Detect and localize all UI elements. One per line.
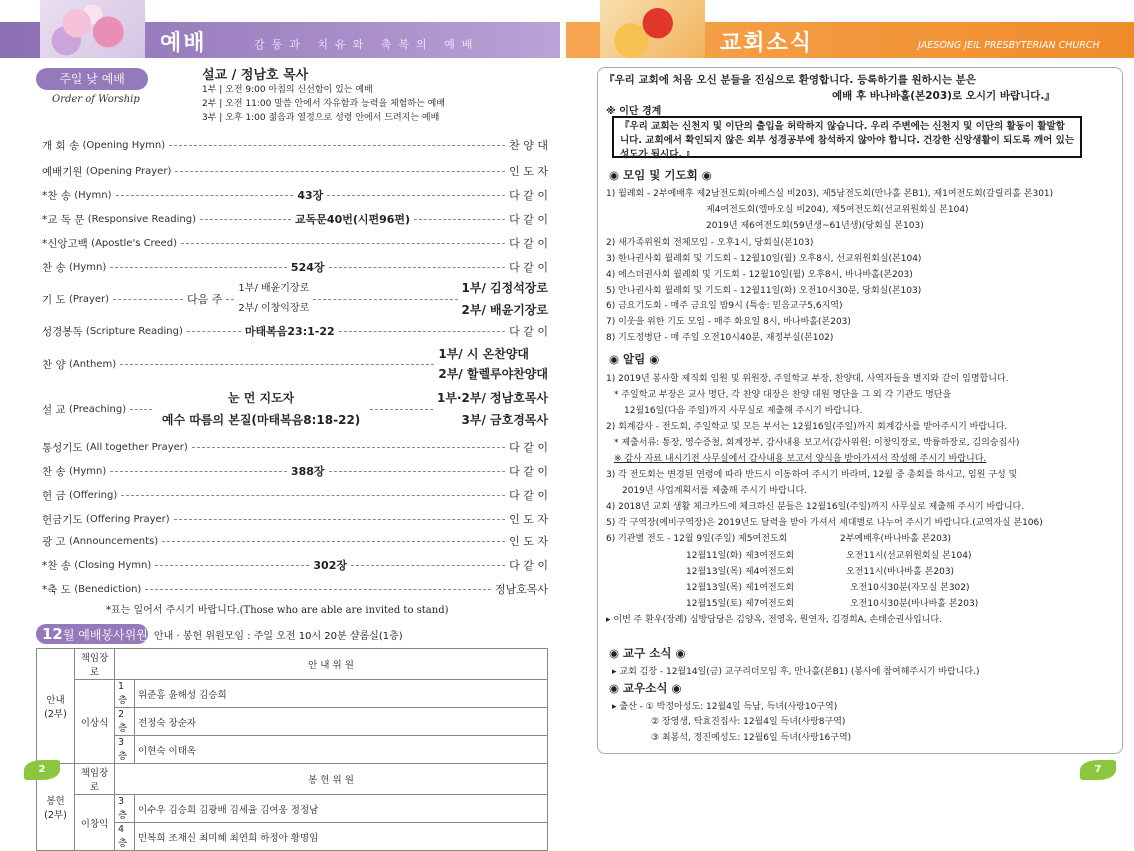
worship-item-anthem: 찬 양 (Anthem) 1부/ 시 온찬양대 2부/ 할렐루야찬양대 — [42, 347, 548, 381]
worship-item: *교 독 문 (Responsive Reading) 교독문40번(시편96편) 다 같 이 — [42, 213, 548, 226]
worship-item: 헌 금 (Offering) 다 같 이 — [42, 489, 548, 502]
news-line: 4) 에스더권사회 월례회 및 기도회 - 12월10일(월) 오후8시, 바나바홀(본203) — [606, 270, 913, 280]
sermon-speaker: 설교 / 정남호 목사 — [202, 68, 309, 83]
news-line: 12월13일(목) 제4여전도회 — [686, 567, 795, 577]
birth-3: ③ 최봉석, 정진예성도: 12월6일 득녀(사랑16구역) — [651, 733, 852, 743]
news-line: 1) 2019년 봉사할 제직회 임원 및 위원장, 주일학교 부장, 찬양대, 사역자들을 별지와 같이 임명합니다. — [606, 374, 1009, 384]
page-title: 예배 — [160, 31, 207, 56]
service-3: 3부 | 오후 1:00 젊음과 열정으로 성령 안에서 드려지는 예배 — [202, 113, 440, 123]
welcome-line-1: 『우리 교회에 처음 오신 분들을 진심으로 환영합니다. 등록하기를 원하시는 분은 — [604, 74, 976, 86]
stand-note: *표는 일어서 주시기 바랍니다.(Those who are able are invited to stand) — [106, 605, 449, 616]
news-line: 3) 한나권사회 월례회 및 기도회 - 12월10일(월) 오후8시, 선교위원회실(본104) — [606, 254, 922, 264]
worship-item: 개 회 송 (Opening Hymn) 찬 양 대 — [42, 139, 548, 152]
gift-image — [600, 0, 705, 58]
birth-1: ▸ 출산 - ① 박정아성도: 12월4일 득남, 득녀(사랑10구역) — [612, 702, 838, 712]
news-line: 3) 각 전도회는 변경된 연령에 따라 반드시 이동하여 주시기 바라며, 12월 중 총회를 하시고, 임원 구성 및 — [606, 470, 1018, 480]
news-line: 5) 각 구역장(예비구역장)은 2019년도 달력을 받아 가셔서 세대별로 나누어 주시기 바랍니다.(교역자실 본106) — [606, 518, 1043, 528]
worship-item-prayer: 기 도 (Prayer) 다음 주 1부/ 배윤기장로 2부/ 이창익장로 1부/ 김정석장로 2부/ 배윤기장로 — [42, 281, 548, 317]
news-line: 6) 금요기도회 - 매주 금요일 밤9시 (특송: 믿음교구5,6지역) — [606, 301, 843, 311]
news-line: 오전10시30분(바나바홀 본203) — [850, 599, 979, 609]
news-line: 5) 안나권사회 월례회 및 기도회 - 12월11일(화) 오전10시30분, 당회실(본103) — [606, 286, 922, 296]
news-line: 6) 기관별 전도 - 12월 9일(주일) 제5여전도회 — [606, 534, 788, 544]
news-line: 1) 월례회 - 2부예배후 제2남전도회(아베스실 비203), 제5남전도회(만나홀 본B1), 제1여전도회(갈릴리홀 본301) — [606, 189, 1054, 199]
news-title: 교회소식 — [720, 31, 814, 56]
worship-item: 찬 송 (Hymn) 388장 다 같 이 — [42, 465, 549, 478]
news-line: 12월11일(화) 제3여전도회 — [686, 551, 795, 561]
news-line: 오전11시(바나바홀 본203) — [846, 567, 955, 577]
welcome-line-2: 예배 후 바나바홀(본203)로 오시기 바랍니다.』 — [832, 90, 1055, 102]
december-committee-badge: 12월 예배봉사위원 — [36, 624, 148, 644]
birth-2: ② 장영생, 탁효진집사: 12월4일 득녀(사랑8구역) — [651, 717, 846, 727]
page-number-right: 7 — [1080, 760, 1116, 780]
news-line: 8) 기도정병단 - 매 주일 오전10시40분, 재정부실(본102) — [606, 333, 834, 343]
section-meetings: ◉ 모임 및 기도회 ◉ — [609, 168, 712, 182]
committee-meeting-info: 안내 · 봉헌 위원모임 : 주일 오전 10시 20분 샬롬실(1층) — [154, 631, 403, 642]
news-line: 오전11시(선교위원회실 본104) — [846, 551, 972, 561]
worship-item: 찬 송 (Hymn) 524장 다 같 이 — [42, 261, 549, 274]
heresy-warning-box: 『우리 교회는 신천지 및 이단의 출입을 허락하지 않습니다. 우리 주변에는 신천지 및 이단의 활동이 활발합니다. 교회에서 확인되지 않은 외부 성경공부에 참석하지 않아야 합니다. 건강한 신앙생활이 되도록 깨어 있는 성도가 됩시다. 』 — [612, 116, 1082, 158]
news-line: 12월15일(토) 제7여전도회 — [686, 599, 795, 609]
news-line: 2) 새가족위원회 전체모임 - 오후1시, 당회실(본103) — [606, 238, 814, 248]
news-line: * 제출서류: 통장, 영수증철, 회계장부, 감사내용 보고서(감사위원: 이창익장로, 박륭하장로, 김의숭집사) — [614, 438, 1020, 448]
worship-item: 예배기원 (Opening Prayer) 인 도 자 — [42, 165, 548, 178]
order-of-worship: Order of Worship — [52, 94, 140, 105]
news-line: 4) 2018년 교회 생활 체크카드에 체크하신 분들은 12월16일(주일)까지 사무실로 제출해 주시기 바랍니다. — [606, 502, 1025, 512]
worship-item: *축 도 (Benediction) 정남호목사 — [42, 583, 548, 596]
news-line: * 주일학교 부장은 교사 명단, 각 찬양 대장은 찬양 대원 명단을 그 외 각 기관도 명단을 — [614, 390, 952, 400]
news-line: 12월16일(다음 주일)까지 사무실로 제출해 주시기 바랍니다. — [624, 406, 863, 416]
section-member-news: ◉ 교우소식 ◉ — [609, 681, 682, 695]
service-1: 1부 | 오전 9:00 아침의 신선함이 있는 예배 — [202, 85, 373, 95]
section-district-news: ◉ 교구 소식 ◉ — [609, 646, 686, 660]
news-line: 2019년 제6여전도회(59년생~61년생)(당회실 본103) — [706, 221, 924, 231]
news-line: 2) 회계감사 - 전도회, 주일학교 및 모든 부서는 12월16일(주일)까지 회계감사를 받아주시기 바랍니다. — [606, 422, 1008, 432]
worship-item-scripture: 성경봉독 (Scripture Reading) 마태복음23:1-22 다 같 이 — [42, 325, 548, 338]
section-notices: ◉ 알림 ◉ — [609, 352, 660, 366]
flower-image — [40, 0, 145, 58]
worship-item: *찬 송 (Hymn) 43장 다 같 이 — [42, 189, 549, 202]
church-name: JAESONG JEIL PRESBYTERIAN CHURCH — [918, 40, 1100, 51]
worship-item-preaching: 설 교 (Preaching) 눈 먼 지도자 예수 따름의 본질(마태복음8:18-22) 1부·2부/ 정남호목사 3부/ 금호경목사 — [42, 391, 548, 427]
news-line: ※ 감사 자료 내시기전 사무실에서 감사내용 보고서 양식을 받아가셔서 작성해 주시기 바랍니다. — [614, 454, 987, 464]
page-number-left: 2 — [24, 760, 60, 780]
news-line: 2019년 사업계획서를 제출해 주시기 바랍니다. — [622, 486, 808, 496]
worship-item: *찬 송 (Closing Hymn) 302장 다 같 이 — [42, 559, 548, 572]
news-line: ▸ 이번 주 환우(장례) 심방담당은 김양옥, 전영옥, 원연자, 김경희A, 손태순권사입니다. — [606, 615, 942, 625]
worship-item: 통성기도 (All together Prayer) 다 같 이 — [42, 441, 548, 454]
news-line: 오전10시30분(자모실 본302) — [850, 583, 970, 593]
service-2: 2부 | 오전 11:00 말씀 안에서 자유함과 능력을 체험하는 예배 — [202, 99, 446, 109]
news-line: 2부예배후(바나바홀 본203) — [840, 534, 952, 544]
news-line: 7) 이웃을 위한 기도 모임 - 매주 화요일 8시, 바나바홀(본203) — [606, 317, 851, 327]
page-subtitle: 감동과 치유와 축복의 예배 — [254, 38, 480, 51]
committee-table: 안내 (2부) 책임장로 안 내 위 원 이상식 1층 위준홍 윤해성 김승희 2층 전정숙 장순자 3층 이현숙 이태옥 봉헌 (2부) 책임장로 봉 헌 위 원 이창익 3층 이수우 김승희 김광배 김세율 김여웅 정정남 4층 민복희 조재신 최미혜 최연희 하정아 황명임 — [36, 648, 548, 851]
kimjang-notice: ▸ 교회 김장 - 12월14일(금) 교구리더모임 후, 만나홀(본B1) (봉사에 참여해주시기 바랍니다.) — [612, 667, 980, 677]
worship-item: *신앙고백 (Apostle's Creed) 다 같 이 — [42, 237, 548, 250]
worship-item: 헌금기도 (Offering Prayer) 인 도 자 — [42, 513, 548, 526]
heresy-warning-title: ※ 이단 경계 — [606, 106, 662, 117]
worship-item: 광 고 (Announcements) 인 도 자 — [42, 535, 548, 548]
news-line: 제4여전도회(엘마오실 비204), 제5여전도회(선교위원회실 본104) — [706, 205, 969, 215]
service-badge: 주일 낮 예배 — [36, 68, 148, 90]
news-line: 12월13일(목) 제1여전도회 — [686, 583, 795, 593]
